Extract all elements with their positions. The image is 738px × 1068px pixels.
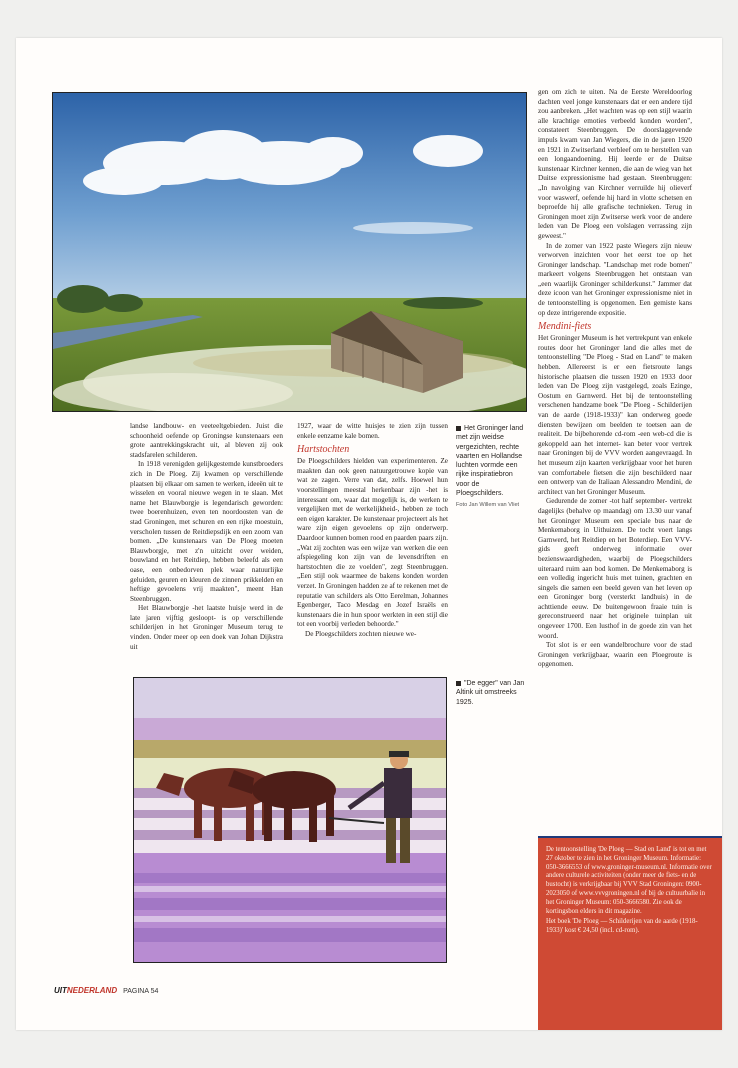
magazine-logo: [54, 986, 117, 995]
logo-part: NEDERLAND: [66, 986, 118, 995]
section-heading-hartstochten: Hartstochten: [297, 444, 350, 456]
caption-text: "De egger" van Jan Altink uit omstreeks 1925.: [456, 680, 525, 706]
info-box: [538, 836, 722, 1030]
paragraph: In 1918 verenigden gelijkgestemde kunstbroeders zich in De Ploeg. Zij kwamen op verschillende plaatsen bij elkaar om samen te werken, ideeën uit te wisselen en vooral nieuwe wegen in te slaan. Met name het Blauwborgje is legendarisch geworden: twee boerenhuizen, even ten noordoosten van de stad Groningen, met schuren en een rijke moestuin, verscholen tussen de Reitdiepsdijk en een zoom van bomen. „De kunstenaars van De Ploeg moeten Blauwborgje, met z'n uitzicht over weiden, bouwland en het Reitdiep, hebben beleefd als een oase, een onbedorven plek waar natuurlijke geluiden, geuren en kleuren de zinnen prikkelden en heftige gevoelens vrij maakten", meent Han Steenbruggen.: [130, 460, 283, 603]
caption-bullet-icon: [456, 681, 461, 686]
paragraph: landse landbouw- en veeteeltgebieden. Juist die schoonheid oefende op Groningse kunstenaars een grote aantrekkingskracht uit, al bleven zij ook stadsfarelen schilderen.: [130, 422, 283, 459]
caption-text: Het Groninger land met zijn weidse vergezichten, rechte vaarten en Hollandse luchten vormde een rijke inspiratiebron voor de Ploegschilders.: [456, 425, 524, 498]
paragraph: Tot slot is er een wandelbrochure voor de stad Groningen verkrijgbaar, waarin een Ploegroute is opgenomen.: [538, 641, 692, 669]
section-heading-mendini-fiets: Mendini-fiets: [538, 321, 592, 333]
logo-part: UIT: [54, 986, 67, 995]
paragraph: 1927, waar de witte huisjes te zien zijn tussen enkele eenzame kale bomen.: [297, 422, 448, 440]
paragraph: De Ploegschilders hielden van experimenteren. Ze maakten dan ook geen natuurgetrouwe kopie van wat ze zagen. Verre van dat, zelfs. Hoewel hun voorstellingen meestal herkenbaar zijn -het is interessant om, waar dat mogelijk is, de werken te vergelijken met de werkelijkheid-, hebben ze toch een eigen karakter. De kunstenaar projecteert als het ware zijn eigen gevoelens op zijn onderwerp. Daardoor kunnen bomen rood en paarden paars zijn. „Wat zij zochten was een wijze van werken die een afspiegeling kon zijn van de levensdriften en hartstochten die ze voelden", zegt Steenbruggen. „Een stijl ook waarmee de bakens konden worden verzet. In Groningen hadden ze af te rekenen met de reputatie van schilders als Otto Eerelman, Johannes Egenberger, Taco Mesdag en Jozef Israëls en kunstenaars die in hun spoor werkten in een stijl die tot een voorbij verleden behoorde.": [297, 457, 448, 629]
paragraph: Het Blauwborgje -het laatste huisje werd in de late jaren vijftig gesloopt- is op verschillende schilderijen in het Groninger Museum terug te vinden. Onder meer op een doek van Johan Dijkstra uit: [130, 604, 283, 651]
caption-bullet-icon: [456, 426, 461, 431]
info-box-text: Het boek 'De Ploeg — Schilderijen van de aarde (1918-1933)' kost € 24,50 (incl. cd-rom).: [546, 918, 698, 935]
photo-caption-painting: [456, 679, 532, 707]
page-footer: [54, 986, 158, 995]
painting-illustration: [134, 678, 446, 962]
info-box-text: De tentoonstelling 'De Ploeg — Stad en Land' is tot en met 27 oktober te zien in het Groninger Museum. Informatie: 050-3666553 of www.groninger-museum.nl. Informatie over andere culturele activiteiten (onder meer de fiets- en de bustocht) is verkrijgbaar bij VVV Stad Groningen: 0900-2023050 of www.vvvgroningen.nl of bij de cultuurbalie in het Groninger Museum: 050-3666580. Zie ook de kortingsbon elders in dit magazine.: [546, 846, 712, 915]
article-column-left: [130, 422, 283, 652]
photo-credit: Foto Jan Willem van Vliet: [456, 502, 520, 509]
photo-caption-landscape: [456, 424, 528, 511]
landscape-illustration: [53, 93, 526, 411]
paragraph: De Ploegschilders zochten nieuwe we-: [305, 629, 417, 638]
paragraph: Gedurende de zomer -tot half september- vertrekt dagelijks (behalve op maandag) om 13.30 uur vanaf het Groninger Museum een speciale bus naar de Menkemaborg in Uithuizen. De tocht voert langs Garnwerd, het Reitdiep en het Boterdiep. Een VVV-gids geeft onderweg informatie over bezienswaardigheden, waarbij de Ploegschilders uiteraard ruim aan bod komen. De Menkemaborg is een volledig ingericht huis met tuinen, grachten en singels die samen een beeld geven van het leven op een Groninger borg (versterkt landhuis) in de achttiende eeuw. De buitengewoon fraaie tuin is gereconstrueerd naar het originele tuinplan uit ongeveer 1700. Een lusthof in de goede zin van het woord.: [538, 497, 692, 640]
page-number: PAGINA 54: [123, 988, 159, 995]
landscape-photo: [52, 92, 527, 412]
article-column-middle: [297, 422, 448, 639]
article-column-right: [538, 88, 692, 670]
paragraph: Het Groninger Museum is het vertrekpunt van enkele routes door het Groninger land die alles met de tentoonstelling "De Ploeg - Stad en Land" te maken hebben. Allereerst is er een fietsroute langs historische plaatsen die tussen 1920 en 1933 door leden van De Ploeg zijn vastgelegd, zoals Ezinge, Oostum en Garnwerd. Het bij de tentoonstelling verschenen handzame boek "De Ploeg - Schilderijen van de aarde (1918-1933)" kan onderweg goede diensten bewijzen om beelden te toetsen aan de realiteit. De bijbehorende cd-rom -een web-cd die is gekoppeld aan het internet- kan beter voor vertrek naar Groningen bij de VVV worden aangevraagd. In het museum zijn kaarten verkrijgbaar voor het huren van comfortabele fietsen die zijn beschilderd naar een ontwerp van de Italiaan Alessandro Mendini, de architect van het Groninger Museum.: [538, 334, 692, 496]
paragraph: In de zomer van 1922 paste Wiegers zijn nieuw verworven inzichten voor het eerst toe op het Groninger landschap. "Landschap met rode bomen" markeert volgens Steenbruggen het ontstaan van „een waarlijk Groninger schilderkunst." Jammer dat deze icoon van het Groninger expressionisme niet in de tentoonstelling is opgenomen. Een gemiste kans op deze intrigerende expositie.: [538, 241, 692, 317]
painting-de-egger: [133, 677, 447, 963]
paragraph: gen om zich te uiten. Na de Eerste Wereldoorlog dachten veel jonge kunstenaars dat er een andere tijd zou aanbreken. „Het wachten was op een stijl waarin alle krachtige emoties verbeeld konden worden", constateert Steenbruggen. De doorslaggevende impuls kwam van Jan Wiegers, die in de jaren 1920 en 1921 in Zwitserland verbleef om te herstellen van een longaandoening. Hij leerde er de Duitse kunstenaar Kirchner kennen, die aan de wieg van het Duitse expressionisme had gestaan. Steenbruggen: „In navolging van Kirchner verruilde hij olieverf voor waswerf, oefende hij hard in vlotte schetsen en beproefde hij alle grafische technieken. Terug in Groningen moet zijn Zwitserse werk voor de andere leden van De Ploeg een volslagen verrassing zijn geweest.": [538, 88, 692, 240]
